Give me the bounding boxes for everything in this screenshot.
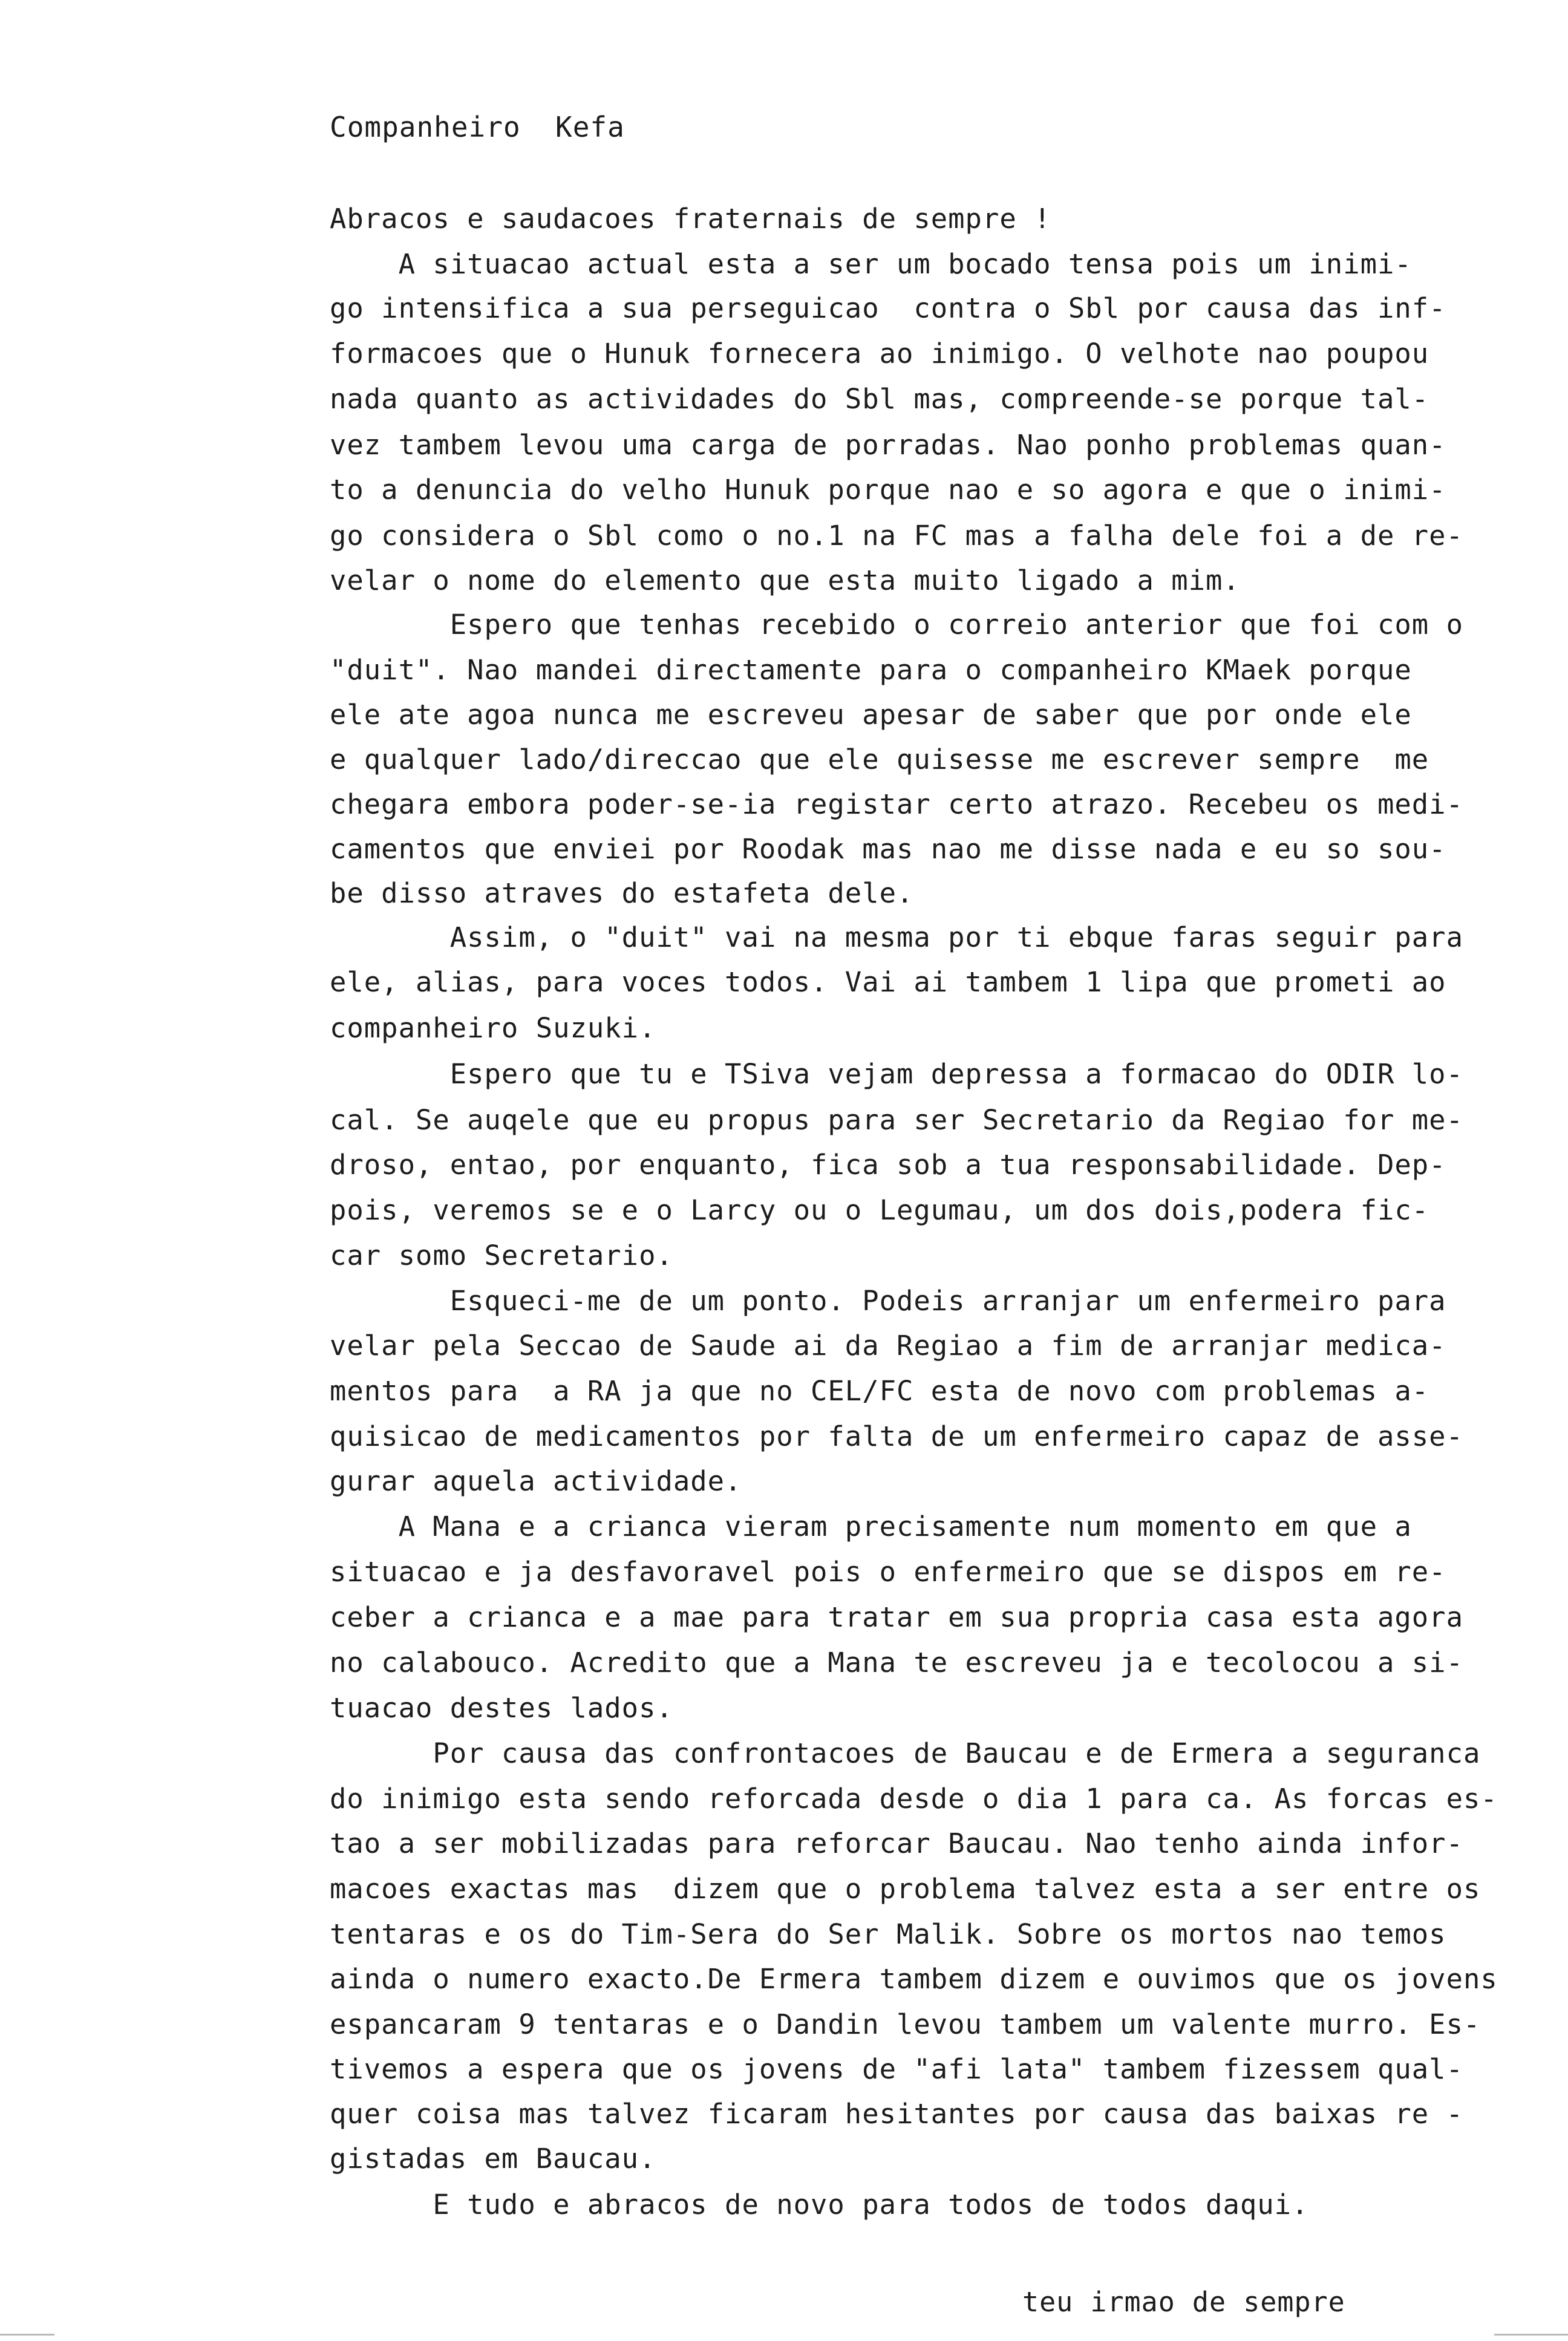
letter-line: Espero que tu e TSiva vejam depressa a formacao do ODIR lo- [330, 1058, 1463, 1090]
letter-line: tivemos a espera que os jovens de "afi lata" tambem fizessem qual- [330, 2053, 1463, 2085]
letter-line: quisicao de medicamentos por falta de um enfermeiro capaz de asse- [330, 1420, 1463, 1452]
letter-line: tentaras e os do Tim-Sera do Ser Malik. Sobre os mortos nao temos [330, 1918, 1446, 1950]
letter-line: "duit". Nao mandei directamente para o companheiro KMaek porque [330, 654, 1412, 686]
letter-line: quer coisa mas talvez ficaram hesitantes por causa das baixas re - [330, 2098, 1463, 2130]
letter-line: to a denuncia do velho Hunuk porque nao e so agora e que o inimi- [330, 474, 1446, 506]
letter-line: Abracos e saudacoes fraternais de sempre ! [330, 203, 1051, 235]
letter-line: A situacao actual esta a ser um bocado tensa pois um inimi- [330, 248, 1412, 280]
letter-line: e qualquer lado/direccao que ele quisesse me escrever sempre me [330, 743, 1429, 775]
letter-line: tuacao destes lados. [330, 1692, 673, 1724]
letter-line: Esqueci-me de um ponto. Podeis arranjar um enfermeiro para [330, 1285, 1446, 1317]
letter-line: no calabouco. Acredito que a Mana te escreveu ja e tecolocou a si- [330, 1647, 1463, 1679]
letter-line: cal. Se auqele que eu propus para ser Secretario da Regiao for me- [330, 1104, 1463, 1136]
letter-line: pois, veremos se e o Larcy ou o Legumau, um dos dois,podera fic- [330, 1194, 1429, 1226]
letter-line: be disso atraves do estafeta dele. [330, 877, 914, 909]
letter-line: chegara embora poder-se-ia registar certo atrazo. Recebeu os medi- [330, 788, 1463, 820]
signoff: teu irmao de sempre [1022, 2286, 1345, 2318]
salutation: Companheiro Kefa [330, 111, 625, 143]
letter-line: ele, alias, para voces todos. Vai ai tambem 1 lipa que prometi ao [330, 966, 1446, 998]
scan-edge-mark [1494, 2334, 1568, 2336]
letter-line: car somo Secretario. [330, 1239, 673, 1272]
letter-line: ele ate agoa nunca me escreveu apesar de saber que por onde ele [330, 699, 1412, 731]
letter-line: gurar aquela actividade. [330, 1465, 742, 1497]
letter-line: go considera o Sbl como o no.1 na FC mas a falha dele foi a de re- [330, 520, 1463, 552]
letter-line: companheiro Suzuki. [330, 1012, 656, 1044]
letter-line: formacoes que o Hunuk fornecera ao inimigo. O velhote nao poupou [330, 338, 1429, 370]
scan-edge-mark [0, 2334, 54, 2336]
letter-line: mentos para a RA ja que no CEL/FC esta de novo com problemas a- [330, 1375, 1429, 1407]
letter-line: ceber a crianca e a mae para tratar em sua propria casa esta agora [330, 1601, 1463, 1633]
letter-line: gistadas em Baucau. [330, 2143, 656, 2175]
letter-line: E tudo e abracos de novo para todos de todos daqui. [330, 2189, 1309, 2221]
letter-line: A Mana e a crianca vieram precisamente num momento em que a [330, 1510, 1412, 1543]
letter-line: Por causa das confrontacoes de Baucau e de Ermera a seguranca [330, 1737, 1481, 1769]
letter-line: do inimigo esta sendo reforcada desde o dia 1 para ca. As forcas es- [330, 1783, 1498, 1815]
letter-line: camentos que enviei por Roodak mas nao me disse nada e eu so sou- [330, 833, 1446, 865]
letter-line: situacao e ja desfavoravel pois o enfermeiro que se dispos em re- [330, 1556, 1446, 1588]
letter-line: macoes exactas mas dizem que o problema talvez esta a ser entre os [330, 1873, 1481, 1905]
letter-line: Assim, o "duit" vai na mesma por ti ebque faras seguir para [330, 921, 1463, 953]
letter-line: Espero que tenhas recebido o correio anterior que foi com o [330, 609, 1463, 641]
letter-line: tao a ser mobilizadas para reforcar Baucau. Nao tenho ainda infor- [330, 1827, 1463, 1859]
letter-line: droso, entao, por enquanto, fica sob a tua responsabilidade. Dep- [330, 1149, 1446, 1181]
letter-line: vez tambem levou uma carga de porradas. Nao ponho problemas quan- [330, 429, 1446, 461]
letter-line: go intensifica a sua perseguicao contra o Sbl por causa das inf- [330, 292, 1446, 324]
letter-line: velar pela Seccao de Saude ai da Regiao a fim de arranjar medica- [330, 1330, 1446, 1362]
letter-line: velar o nome do elemento que esta muito ligado a mim. [330, 564, 1240, 596]
letter-line: espancaram 9 tentaras e o Dandin levou tambem um valente murro. Es- [330, 2008, 1481, 2040]
letter-line: nada quanto as actividades do Sbl mas, compreende-se porque tal- [330, 383, 1429, 415]
letter-line: ainda o numero exacto.De Ermera tambem dizem e ouvimos que os jovens [330, 1963, 1498, 1995]
